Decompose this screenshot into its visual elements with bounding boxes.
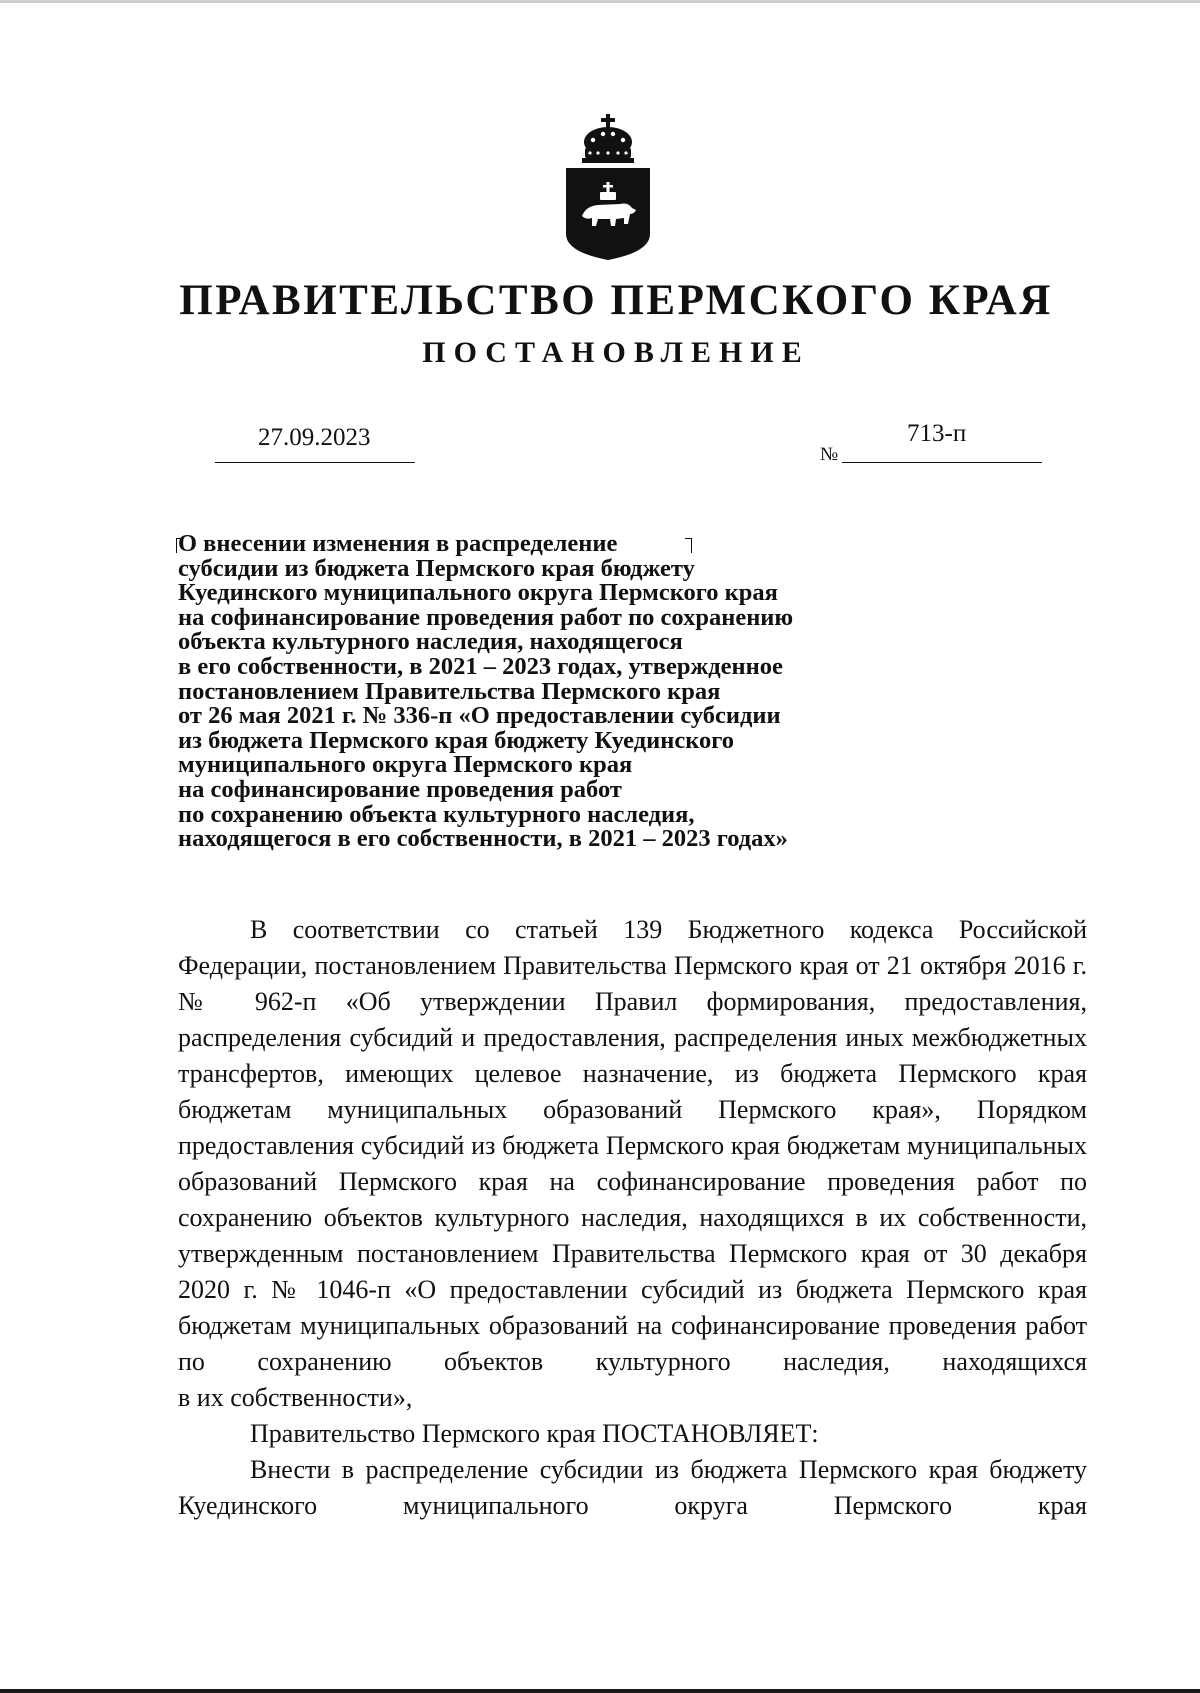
body-paragraph-1-end: в их собственности»,: [178, 1383, 413, 1412]
subject-line: субсидии из бюджета Пермского края бюджету: [178, 554, 695, 582]
date-underline: [215, 462, 415, 463]
document-date: 27.09.2023: [258, 424, 371, 451]
body-paragraph-1: В соответствии со статьей 139 Бюджетного кодекса Российской Федерации, постановлением Правительства Пермского края от 21 октября 2016 г. № 962-п «Об утверждении Правил формирования, предоставления, распределения субсидий и предоставления, распределения иных межбюджетных трансфертов, имеющих целевое назначение, из бюджета Пермского края бюджетам муниципальных образований Пермского края», Порядком предоставления субсидий из бюджета Пермского края бюджетам муниципальных образований Пермского края на софинансирование проведения работ по сохранению объектов культурного наследия, находящихся в их собственности, утвержденным постановлением Правительства Пермского края от 30 декабря 2020 г. № 1046-п «О предоставлении субсидий из бюджета Пермского края бюджетам муниципальных образований на софинансирование проведения работ по сохранению объектов культурного наследия, находящихся: [178, 915, 1087, 1376]
org-title: ПРАВИТЕЛЬСТВО ПЕРМСКОГО КРАЯ: [179, 277, 1053, 324]
document-type: ПОСТАНОВЛЕНИЕ: [422, 336, 810, 369]
subject-line: объекта культурного наследия, находящегося: [178, 628, 683, 656]
subject-line: на софинансирование проведения работ по сохранению: [178, 603, 794, 631]
scan-edge-top: [0, 0, 1200, 3]
subject-line: муниципального округа Пермского края: [178, 751, 633, 779]
subject-line: по сохранению объекта культурного наследия,: [178, 800, 695, 828]
subject-line: от 26 мая 2021 г. № 336-п «О предоставлении субсидии: [178, 702, 781, 730]
number-sign: №: [820, 444, 839, 465]
subject-line: О внесении изменения в распределение: [178, 530, 618, 557]
subject-line: находящегося в его собственности, в 2021 – 2023 годах»: [178, 825, 788, 853]
subject-line: на софинансирование проведения работ: [178, 775, 622, 803]
coat-of-arms-icon: [560, 112, 656, 262]
subject-line: постановлением Правительства Пермского края: [178, 677, 721, 705]
body-paragraph-2: Правительство Пермского края ПОСТАНОВЛЯЕТ:: [250, 1419, 819, 1448]
subject-line: из бюджета Пермского края бюджету Куединского: [178, 726, 735, 754]
document-subject: [178, 532, 938, 852]
number-underline: [842, 462, 1042, 463]
subject-line: в его собственности, в 2021 – 2023 годах, утвержденное: [178, 652, 783, 680]
document-number: 713-п: [907, 420, 967, 447]
body-paragraph-3: Внести в распределение субсидии из бюджета Пермского края бюджету Куединского муниципального округа Пермского края: [178, 1455, 1087, 1520]
document-body: [178, 912, 1087, 1524]
subject-line: Куединского муниципального округа Пермского края: [178, 579, 778, 607]
scan-edge-bottom: [0, 1689, 1200, 1693]
